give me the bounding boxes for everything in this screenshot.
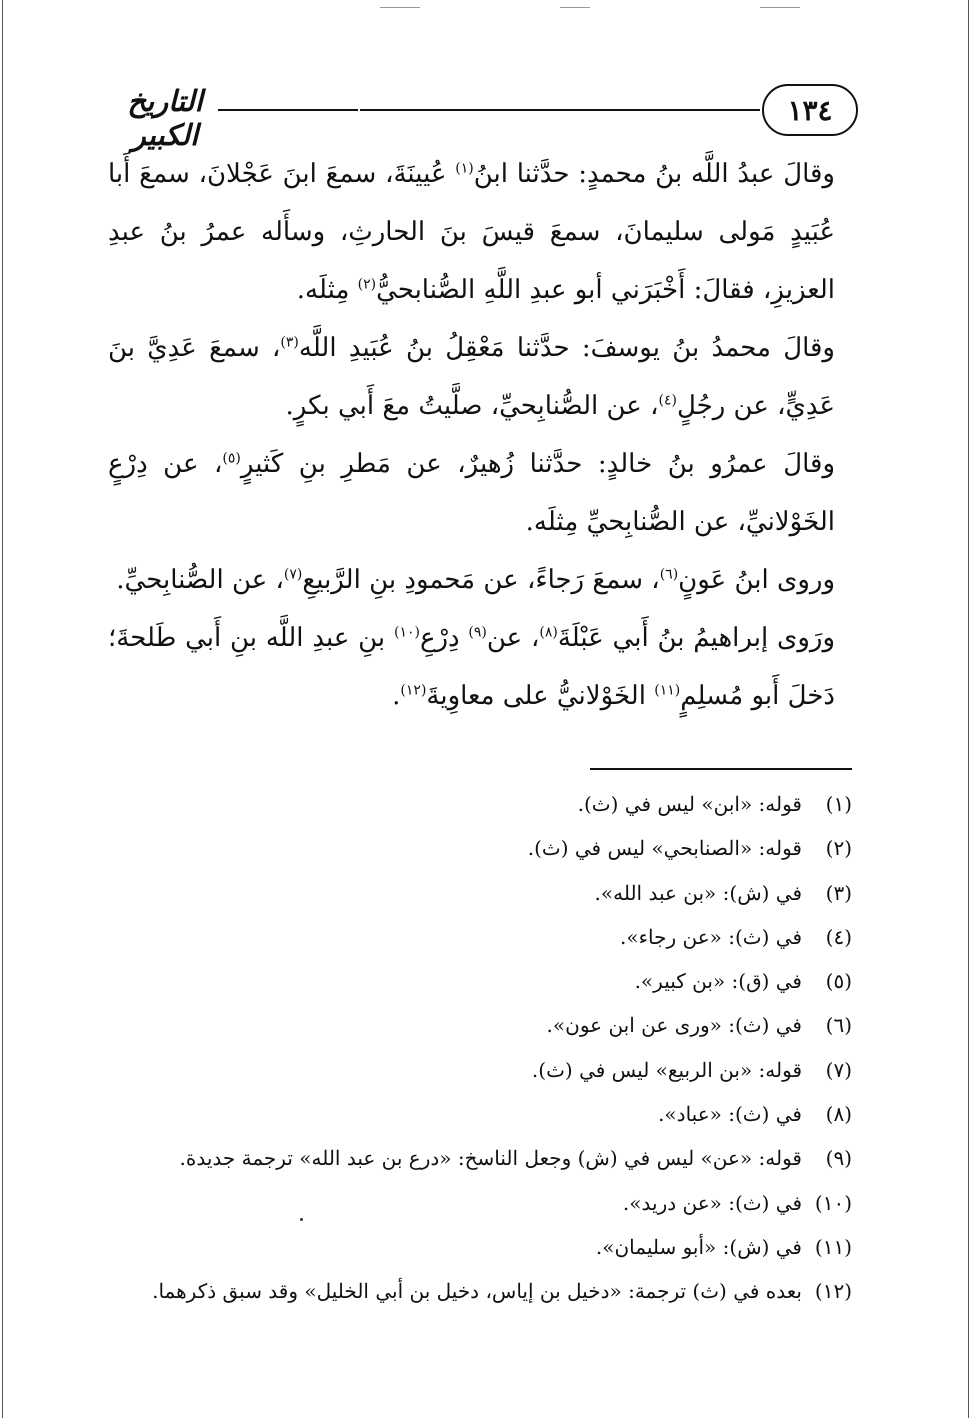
footnote-item	[190, 881, 852, 925]
text-run: .	[392, 681, 401, 711]
footnote-reference: (١٢)	[400, 682, 427, 699]
footnote-number: (١٠)	[814, 1190, 852, 1215]
top-edge-mark	[560, 7, 590, 8]
footnote-reference: (٤)	[658, 392, 677, 409]
text-run: وروى ابنُ عَونٍ	[678, 565, 835, 595]
text-run: ورَوى إبراهيمُ بنُ أَبي عَبْلَةَ	[557, 623, 836, 653]
footnote-item	[190, 836, 852, 880]
footnote-item	[179, 1146, 852, 1190]
footnote-item	[190, 1191, 852, 1235]
footnote-reference: (٨)	[539, 624, 558, 641]
top-edge-mark	[380, 7, 420, 8]
paragraph	[108, 609, 835, 725]
header-rule	[360, 109, 760, 111]
header-rule	[218, 109, 358, 111]
footnote-reference: (٢)	[357, 276, 377, 293]
footnote-reference: (١)	[455, 160, 474, 177]
print-speck	[300, 1218, 303, 1221]
footnote-text: قوله: «ابن» ليس في (ث).	[577, 792, 802, 816]
paragraph	[108, 319, 835, 435]
footnote-text: قوله: «عن» ليس في (ش) وجعل الناسخ: «درع بن عبد الله» ترجمة جديدة.	[179, 1146, 802, 1171]
text-run: ، سمعَ عَدِيَّ بنَ عَدِيٍّ، عن رجُلٍ	[108, 333, 835, 421]
footnote-text: في (ش): «بن عبد الله».	[594, 880, 802, 905]
footnote-number: (١)	[825, 792, 852, 816]
page-number-ornament	[762, 84, 858, 136]
footnote-reference: (١٠)	[393, 624, 420, 641]
top-edge-mark	[760, 7, 800, 8]
footnote-number: (٢)	[825, 836, 852, 861]
text-run: مِثلَه.	[296, 275, 358, 305]
footnote-reference: (٩)	[468, 624, 487, 641]
footnote-item	[152, 1279, 852, 1323]
main-text	[108, 145, 835, 725]
footnote-text: في (ث): «عن رجاء».	[620, 924, 802, 949]
footnote-reference: (٣)	[280, 334, 299, 351]
paragraph	[108, 551, 835, 609]
text-run: ، عن الصُّنابِحيِّ.	[116, 565, 284, 595]
footnote-text: بعده في (ث) ترجمة: «دخيل بن إياس، دخيل بن أبي الخليل» وقد سبق ذكرهما.	[152, 1279, 802, 1304]
footnote-text: قوله: «بن الربيع» ليس في (ث).	[531, 1057, 802, 1082]
paragraph	[108, 435, 835, 551]
footnote-reference: (٥)	[222, 450, 241, 467]
footnote-reference: (١١)	[654, 682, 681, 699]
footnote-item	[190, 1102, 852, 1146]
footnote-number: (١٢)	[814, 1279, 852, 1304]
footnote-item	[190, 1058, 852, 1102]
footnote-number: (٨)	[825, 1102, 852, 1127]
page-number: ١٣٤	[787, 93, 833, 127]
footnote-number: (١١)	[814, 1234, 852, 1259]
footnote-text: في (ش): «أبو سليمان».	[595, 1234, 802, 1259]
text-run: ، عن الصُّنابِحيِّ، صلَّيتُ معَ أَبي بكرٍ.	[285, 391, 659, 421]
footnote-number: (٥)	[825, 969, 852, 994]
footnote-separator	[590, 768, 852, 770]
footnote-number: (٤)	[825, 924, 852, 949]
footnotes-section	[152, 792, 852, 1324]
text-run: ، عن	[486, 623, 540, 653]
text-run: الخَوْلانيُّ على معاوِيةَ	[426, 681, 655, 711]
text-run: ، عن دِرْعٍ الخَوْلانيِّ، عن الصُّنابِحيِّ مِثلَه.	[108, 449, 835, 537]
footnote-item	[190, 925, 852, 969]
footnote-item	[190, 969, 852, 1013]
page-edge-right	[968, 0, 969, 1418]
footnote-number: (٦)	[825, 1013, 852, 1038]
footnote-number: (٣)	[825, 880, 852, 905]
text-run: وقالَ عبدُ اللَّه بنُ محمدٍ: حدَّثنا ابنُ	[473, 159, 835, 189]
paragraph	[108, 145, 835, 319]
footnote-text: في (ث): «عباد».	[658, 1102, 802, 1127]
footnote-text: في (ق): «بن كبير».	[634, 969, 802, 994]
footnote-number: (٩)	[825, 1146, 852, 1171]
footnote-text: في (ث): «عن دريد».	[622, 1190, 802, 1215]
footnote-text: قوله: «الصنابحي» ليس في (ث).	[527, 836, 802, 861]
footnote-text: في (ث): «ورى عن ابن عون».	[546, 1013, 802, 1038]
text-run: عُيينَةَ، سمعَ ابنَ عَجْلانَ، سمعَ أَبا عُبَيدٍ مَولى سليمانَ، سمعَ قيسَ بنَ الحارثِ، وسأَله عمرُ بنُ عبدِ العزيزِ، فقالَ: أَخْبَرَني أبو عبدِ اللَّهِ الصُّنابحيُّ	[108, 159, 835, 305]
text-run: ، سمعَ رَجاءً، عن مَحمودِ بنِ الرَّبيعِ	[302, 565, 660, 595]
footnote-item	[190, 1235, 852, 1279]
running-title: التاريخ الكبير	[127, 84, 203, 152]
footnote-reference: (٧)	[283, 566, 303, 583]
footnote-item	[190, 1013, 852, 1057]
text-run: وقالَ عمرُو بنُ خالدٍ: حدَّثنا زُهيرٌ، عن مَطرِ بنِ كَثيرٍ	[240, 449, 835, 479]
page-edge-left	[2, 0, 3, 1418]
footnote-item	[190, 792, 852, 836]
footnote-reference: (٦)	[659, 566, 679, 583]
text-run: دِرْعِ	[419, 623, 469, 653]
text-run: بنِ عبدِ اللَّه بنِ أَبي طَلحةَ؛ دَخلَ أَبو مُسلِمٍ	[108, 623, 835, 711]
page-header	[110, 82, 870, 152]
text-run: وقالَ محمدُ بنُ يوسفَ: حدَّثنا مَعْقِلُ بنُ عُبَيدِ اللَّه	[298, 333, 835, 363]
footnote-number: (٧)	[825, 1057, 852, 1082]
